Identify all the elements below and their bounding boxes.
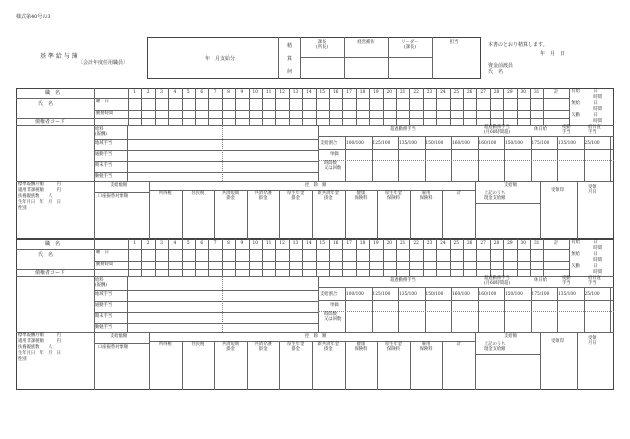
day-number: 27 — [480, 90, 486, 95]
receipt-date-label: 受領 — [588, 336, 597, 341]
payment-rate-value: 150/100 — [425, 292, 444, 297]
day-number: 5 — [186, 241, 190, 246]
rule-line — [94, 249, 569, 250]
day-number: 2 — [146, 241, 150, 246]
bank-transfer-label: 口座振替対象額 — [98, 194, 129, 199]
payment-rate-value: 25/100 — [584, 141, 600, 146]
rule-line — [318, 149, 614, 150]
deduction-column-label: 共済短期 — [221, 191, 240, 196]
allowance-label: 地域手当 — [95, 292, 113, 297]
employee-info-label: 扶養親族数 人 — [18, 345, 53, 350]
unit-price-label: 単価 — [330, 303, 339, 308]
deduction-column-label: 健康 — [356, 342, 366, 347]
leave-unit-label: 日 — [593, 89, 598, 94]
day-number: 22 — [413, 90, 419, 95]
certification-date: 年 月 日 — [540, 51, 566, 57]
rule-line — [540, 332, 541, 390]
deduction-column-label: 共済短期 — [221, 342, 240, 347]
payment-rate-value: 135/100 — [558, 141, 576, 146]
deduction-column-label: 住民税 — [191, 191, 205, 196]
day-number: 8 — [227, 90, 230, 95]
employee-info-label: 性別 — [18, 357, 27, 362]
day-number: 1 — [133, 241, 137, 246]
leave-unit-label: 時間 — [593, 258, 602, 263]
leave-type-label: 欠勤 — [571, 113, 580, 118]
day-number: 26 — [466, 241, 473, 246]
receipt-date-label: 月日 — [588, 190, 597, 196]
rule-line — [318, 300, 614, 301]
employee-info-label: 標準報酬月額 円 — [18, 182, 61, 187]
job-title-label: 職 名 — [45, 241, 61, 247]
deduction-column-label: 保険料 — [354, 347, 368, 353]
payment-rate-label: 支給割合 — [320, 292, 338, 297]
rule-line — [94, 88, 95, 125]
rule-line — [94, 239, 95, 276]
payment-rate-value: 135/100 — [399, 141, 417, 146]
payment-rate-label: 支給割合 — [320, 141, 338, 146]
allowance-label: 期末手当 — [95, 163, 113, 168]
rule-line — [16, 181, 614, 182]
payment-rate-value: 160/100 — [452, 292, 470, 297]
total-payment-label: 支給総額 — [110, 183, 128, 188]
deduction-column-rule — [149, 341, 150, 390]
day-number: 20 — [386, 90, 393, 95]
night-allowance-label: 手当 — [562, 130, 571, 136]
leave-unit-label: 日 — [593, 252, 598, 257]
rule-line — [94, 161, 318, 162]
leave-unit-label: 時間 — [593, 270, 602, 275]
day-number: 19 — [373, 90, 379, 95]
overtime-60h-label: (月60時間超) — [484, 281, 511, 287]
deduction-column-label: 計 — [456, 191, 461, 196]
deduction-column-label: 住民税 — [191, 342, 205, 347]
form-subtitle: 〔会計年度任用職員〕 — [78, 60, 129, 66]
weekday-label: 曜 日 — [96, 99, 109, 104]
day-number: 7 — [213, 241, 217, 246]
day-number: 12 — [279, 241, 285, 246]
overtime-60h-label: (月60時間超) — [484, 130, 511, 136]
form-title: 基 準 給 与 簿 — [40, 53, 78, 60]
deduction-column-label: 計 — [456, 342, 461, 347]
deduction-column-label: 掛金 — [258, 347, 268, 353]
bank-transfer-label: 口座振替対象額 — [98, 345, 129, 350]
employee-info-label: 性別 — [18, 206, 27, 211]
rule-line — [610, 287, 611, 332]
day-number: 30 — [520, 90, 527, 95]
day-number: 10 — [252, 241, 259, 246]
deduction-column-label: 保険料 — [419, 196, 433, 202]
rule-line — [94, 323, 318, 324]
deduction-column-label: 掛金 — [258, 196, 268, 202]
deduction-column-label: 雇用 — [421, 191, 431, 196]
night-duty-allowance-label: 宿日直 — [588, 125, 601, 130]
salary-label: 給料 — [95, 127, 104, 132]
deduction-column-label: 健康 — [356, 191, 366, 196]
deduction-column-label: 新共済年金 — [317, 342, 340, 347]
deduction-column-label: 共済介護 — [254, 342, 272, 347]
overtime-allowance-label: 超過勤務手当 — [390, 127, 416, 132]
rule-line — [94, 301, 318, 302]
receipt-seal-label: 受領印 — [551, 339, 564, 344]
payment-rate-value: 160/100 — [452, 141, 470, 146]
approval-label: 何 — [287, 69, 293, 75]
deduction-column-label: 新共済年金 — [317, 191, 340, 196]
cash-payment-label: 現金支給額 — [484, 347, 506, 353]
overtime-60h-label: 超過勤務手当 — [484, 125, 510, 130]
payment-rate-value: 135/100 — [399, 292, 417, 297]
approval-column-label: 担当 — [449, 40, 459, 45]
day-number: 20 — [386, 241, 393, 246]
day-number: 28 — [493, 90, 500, 95]
weekday-label: 曜 日 — [96, 250, 109, 255]
payment-rate-value: 125/100 — [372, 141, 391, 146]
employee-info-label: 適用非課税額 円 — [18, 339, 61, 344]
day-number: 8 — [227, 241, 230, 246]
rule-line — [94, 269, 569, 270]
salary-label: (報酬) — [95, 283, 107, 289]
employee-info-label: 生年月日 年 月 日 — [18, 200, 61, 205]
leave-unit-label: 時間 — [593, 107, 602, 112]
payment-rate-value: 135/100 — [558, 292, 576, 297]
dotted-rule — [222, 276, 223, 332]
deduction-column-label: 掛金 — [291, 347, 300, 353]
day-number: 21 — [399, 241, 406, 246]
rule-line — [577, 181, 578, 239]
day-number: 25 — [453, 241, 460, 246]
deduction-column-rule — [182, 190, 183, 239]
leave-type-label: 無給 — [571, 101, 580, 106]
net-payment-label: 支給額 — [504, 183, 517, 188]
rule-line — [94, 118, 569, 119]
rule-line — [569, 88, 570, 125]
dotted-rule — [318, 160, 614, 161]
payment-period: 年 月支給分 — [205, 56, 236, 62]
deduction-column-label: 保険料 — [354, 196, 368, 202]
header-divider — [300, 57, 432, 58]
hours-count-label: 時間数 — [324, 312, 337, 317]
cash-payment-label: 現金支給額 — [484, 196, 506, 202]
rule-line — [94, 181, 95, 239]
deduction-column-rule — [149, 190, 150, 239]
payment-rate-value: 160/100 — [478, 141, 497, 146]
approval-label: 精 — [287, 43, 293, 49]
rule-line — [16, 332, 614, 333]
rule-line — [16, 125, 614, 126]
day-number: 29 — [507, 241, 513, 246]
day-number: 2 — [146, 90, 150, 95]
night-allowance-label: 夜勤 — [562, 125, 571, 130]
deduction-column-label: 厚生年金 — [384, 342, 403, 347]
leave-unit-label: 時間 — [593, 119, 602, 124]
leave-type-label: 欠勤 — [571, 264, 580, 269]
payment-rate-value: 175/100 — [531, 141, 550, 146]
employee-info-label: 生年月日 年 月 日 — [18, 351, 61, 356]
creditor-code-label: 債権者コード — [35, 270, 66, 276]
leave-type-label: 有給 — [571, 89, 580, 94]
cash-payment-label: 上記のうち — [484, 342, 506, 347]
deduction-column-label: 所得税 — [158, 191, 172, 196]
leave-unit-label: 時間 — [593, 246, 602, 251]
dotted-rule — [318, 311, 614, 312]
day-number: 25 — [453, 90, 460, 95]
night-duty-allowance-label: 手当 — [588, 281, 597, 287]
day-number: 15 — [319, 90, 326, 95]
day-number: 26 — [466, 90, 473, 95]
deduction-column-rule — [442, 341, 443, 390]
deduction-column-label: 保険料 — [419, 347, 433, 353]
rule-line — [94, 192, 149, 193]
deduction-column-label: 共済介護 — [254, 191, 272, 196]
deduction-column-label: 掛金 — [291, 196, 300, 202]
night-duty-allowance-label: 宿日直 — [588, 276, 601, 281]
rule-line — [610, 136, 611, 181]
rule-line — [16, 276, 614, 277]
leave-unit-label: 日 — [593, 240, 598, 245]
payment-rate-value: 150/100 — [425, 141, 444, 146]
unit-price-label: 単価 — [330, 152, 339, 157]
employee-info-label: 適用非課税額 円 — [18, 188, 61, 193]
certification-notice: 本書のとおり精算します。 — [488, 42, 548, 48]
payment-rate-value: 150/100 — [505, 141, 523, 146]
salary-label: 給料 — [95, 278, 104, 283]
day-number: 12 — [279, 90, 285, 95]
day-number: 11 — [265, 241, 272, 246]
day-number: 10 — [252, 90, 259, 95]
deduction-column-label: 厚生年金 — [287, 342, 305, 347]
allowance-label: 通勤手当 — [95, 152, 113, 157]
night-duty-allowance-label: 手当 — [588, 130, 597, 136]
rule-line — [475, 203, 540, 204]
receipt-date-label: 月日 — [588, 341, 597, 347]
day-number: 16 — [332, 241, 339, 246]
cash-payment-label: 上記のうち — [484, 191, 506, 196]
day-number: 6 — [200, 90, 204, 95]
day-number: 27 — [480, 241, 486, 246]
hours-count-label: 又は回数 — [324, 166, 342, 172]
job-title-label: 職 名 — [45, 90, 61, 96]
rule-line — [475, 354, 540, 355]
rule-line — [540, 181, 541, 239]
employee-info-label: 標準報酬月額 円 — [18, 333, 61, 338]
day-number: 1 — [133, 90, 137, 95]
allowance-label: 地域手当 — [95, 141, 113, 146]
payment-rate-value: 25/100 — [584, 292, 600, 297]
work-hours-label: 勤務時間 — [96, 111, 114, 116]
leave-type-label: 無給 — [571, 252, 580, 257]
rule-line — [94, 312, 318, 313]
rule-line — [318, 287, 614, 288]
rule-line — [94, 261, 569, 262]
deduction-column-rule — [442, 190, 443, 239]
rule-line — [475, 332, 476, 390]
day-number: 31 — [533, 241, 540, 246]
deduction-column-label: 所得税 — [158, 342, 172, 347]
leave-unit-label: 時間 — [593, 95, 602, 100]
day-number: 15 — [319, 241, 326, 246]
deductions-label: 控 除 額 — [305, 183, 327, 188]
day-number: 22 — [413, 241, 419, 246]
payment-rate-value: 100/100 — [346, 141, 364, 146]
day-number: 計 — [553, 90, 559, 95]
overtime-allowance-label: 超過勤務手当 — [390, 278, 416, 283]
day-number: 4 — [173, 90, 177, 95]
receipt-seal-label: 受領印 — [551, 188, 564, 193]
deduction-column-label: 掛金 — [226, 347, 235, 353]
rule-line — [94, 110, 569, 111]
day-number: 7 — [213, 90, 217, 95]
day-number: 11 — [265, 90, 272, 95]
receipt-date-label: 受領 — [588, 185, 597, 190]
deduction-column-label: 保険料 — [387, 347, 400, 353]
leave-unit-label: 日 — [593, 101, 598, 106]
rule-line — [569, 239, 570, 276]
deduction-column-label: 掛金 — [226, 196, 235, 202]
day-number: 23 — [426, 90, 433, 95]
day-number: 3 — [160, 241, 163, 246]
day-number: 9 — [240, 241, 244, 246]
rule-line — [94, 150, 318, 151]
day-number: 30 — [520, 241, 527, 246]
day-number: 24 — [440, 90, 446, 95]
approval-column-label: 課長 — [317, 40, 327, 45]
day-number: 13 — [292, 90, 299, 95]
rule-line — [577, 332, 578, 390]
allowance-label: 期末手当 — [95, 314, 113, 319]
payment-rate-value: 175/100 — [531, 292, 550, 297]
net-payment-label: 支給額 — [504, 334, 517, 339]
hours-count-label: 又は回数 — [324, 317, 342, 323]
day-number: 6 — [200, 241, 204, 246]
deduction-column-label: 雇用 — [421, 342, 431, 347]
day-number: 16 — [332, 90, 339, 95]
leave-unit-label: 日 — [593, 113, 598, 118]
day-number: 17 — [346, 90, 352, 95]
day-number: 28 — [493, 241, 500, 246]
approval-column-label: 経営補佐 — [357, 40, 375, 45]
day-number: 9 — [240, 90, 244, 95]
deduction-column-label: 厚生年金 — [384, 191, 403, 196]
deduction-column-label: 掛金 — [324, 347, 333, 353]
day-number: 18 — [359, 90, 366, 95]
rule-line — [318, 125, 319, 181]
night-allowance-label: 手当 — [562, 281, 571, 287]
day-number: 4 — [173, 241, 177, 246]
approval-column-label: (所長) — [316, 45, 328, 51]
deduction-column-label: 保険料 — [387, 196, 400, 202]
deduction-column-label: 掛金 — [324, 196, 333, 202]
approval-label: 算 — [287, 56, 293, 62]
rule-line — [94, 290, 318, 291]
day-number: 17 — [346, 241, 352, 246]
salary-label: (報酬) — [95, 132, 107, 138]
allowance-label: 勤勉手当 — [95, 174, 113, 179]
header-divider — [278, 37, 279, 79]
total-payment-label: 支給総額 — [110, 334, 128, 339]
day-number: 24 — [440, 241, 446, 246]
day-number: 23 — [426, 241, 433, 246]
overtime-60h-label: 超過勤務手当 — [484, 276, 510, 281]
name-label: 氏 名 — [38, 252, 54, 258]
leave-type-label: 有給 — [571, 240, 580, 245]
officer-name-label: 資金前渡員 — [488, 63, 514, 69]
deductions-label: 控 除 額 — [305, 334, 327, 339]
holiday-pay-label: 休日給 — [534, 127, 547, 132]
day-number: 29 — [507, 90, 513, 95]
rule-line — [94, 332, 95, 390]
day-number: 21 — [399, 90, 406, 95]
rule-line — [94, 172, 318, 173]
holiday-pay-label: 休日給 — [534, 278, 547, 283]
leave-unit-label: 日 — [593, 264, 598, 269]
work-hours-label: 勤務時間 — [96, 262, 114, 267]
rule-line — [318, 136, 614, 137]
approval-column-label: (課長) — [404, 45, 416, 51]
day-number: 5 — [186, 90, 190, 95]
dotted-rule — [222, 125, 223, 181]
day-number: 14 — [306, 241, 312, 246]
day-number: 19 — [373, 241, 379, 246]
employee-info-label: 扶養親族数 人 — [18, 194, 53, 199]
rule-line — [318, 276, 319, 332]
rule-line — [94, 343, 149, 344]
deduction-column-label: 厚生年金 — [287, 191, 305, 196]
name-label: 氏 名 — [38, 101, 54, 107]
approval-column-label: リーダー — [401, 40, 419, 45]
payment-rate-value: 150/100 — [505, 292, 523, 297]
deduction-column-rule — [182, 341, 183, 390]
hours-count-label: 時間数 — [324, 161, 337, 166]
payment-rate-value: 160/100 — [478, 292, 497, 297]
day-number: 18 — [359, 241, 366, 246]
night-allowance-label: 夜勤 — [562, 276, 571, 281]
form-id-label: 様式第40号の3 — [16, 14, 51, 20]
payment-rate-value: 125/100 — [372, 292, 391, 297]
day-number: 計 — [553, 241, 559, 246]
creditor-code-label: 債権者コード — [35, 119, 66, 125]
rule-line — [475, 181, 476, 239]
officer-name-label: 氏 名 — [488, 69, 504, 75]
payment-rate-value: 100/100 — [346, 292, 364, 297]
day-number: 14 — [306, 90, 312, 95]
day-number: 3 — [160, 90, 163, 95]
rule-line — [94, 139, 318, 140]
rule-line — [94, 98, 569, 99]
allowance-label: 通勤手当 — [95, 303, 113, 308]
allowance-label: 勤勉手当 — [95, 325, 113, 330]
day-number: 13 — [292, 241, 299, 246]
day-number: 31 — [533, 90, 540, 95]
